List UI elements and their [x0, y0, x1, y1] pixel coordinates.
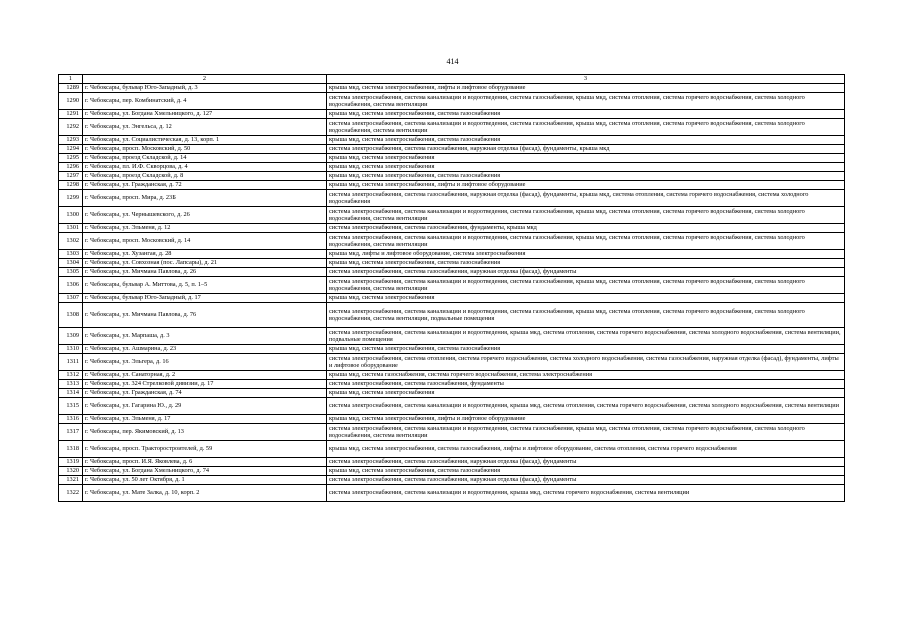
row-number: 1291	[59, 110, 83, 119]
table-row	[59, 268, 845, 277]
table-header-row	[59, 75, 845, 84]
row-number: 1304	[59, 259, 83, 268]
row-works: система электроснабжения, система канализации и водоотведения, система газоснабжения, крыша мкд, система отопления, система горячего водоснабжения, система холодного водоснабжения, система вентиляции	[327, 277, 845, 294]
row-works: крыша мкд, система электроснабжения, система газоснабжения	[327, 259, 845, 268]
row-works: крыша мкд, система электроснабжения, система газоснабжения	[327, 172, 845, 181]
row-address: г. Чебоксары, ул. Гражданская, д. 72	[83, 181, 327, 190]
row-address: г. Чебоксары, ул. Эльгера, д. 16	[83, 354, 327, 371]
row-address: г. Чебоксары, ул. Богдана Хмельницкого, д. 127	[83, 110, 327, 119]
table-row	[59, 172, 845, 181]
row-works: крыша мкд, система газоснабжения, система горячего водоснабжения, система электроснабжения	[327, 371, 845, 380]
row-works: система электроснабжения, система газоснабжения, фундаменты	[327, 380, 845, 389]
row-number: 1292	[59, 119, 83, 136]
row-address: г. Чебоксары, бульвар Юго-Западный, д. 3	[83, 84, 327, 93]
row-number: 1314	[59, 389, 83, 398]
row-number: 1312	[59, 371, 83, 380]
row-address: г. Чебоксары, ул. Совхозная (пос. Лапсары), д. 21	[83, 259, 327, 268]
table-row	[59, 224, 845, 233]
row-address: г. Чебоксары, пл. И.Ф. Скворцова, д. 4	[83, 163, 327, 172]
row-number: 1300	[59, 207, 83, 224]
row-address: г. Чебоксары, ул. Ашмарина, д. 23	[83, 345, 327, 354]
row-number: 1298	[59, 181, 83, 190]
row-works: крыша мкд, система электроснабжения, система газоснабжения	[327, 136, 845, 145]
row-address: г. Чебоксары, просп. Московский, д. 14	[83, 233, 327, 250]
row-address: г. Чебоксары, просп. И.Я. Яковлева, д. 6	[83, 458, 327, 467]
row-number: 1296	[59, 163, 83, 172]
row-number: 1294	[59, 145, 83, 154]
row-number: 1302	[59, 233, 83, 250]
row-works: система электроснабжения, система газоснабжения, фундаменты, крыша мкд	[327, 224, 845, 233]
works-table	[58, 74, 845, 502]
row-works: система электроснабжения, система канализации и водоотведения, крыша мкд, система горячего водоснабжения, система вентиляции	[327, 485, 845, 502]
row-works: система электроснабжения, система канализации и водоотведения, крыша мкд, система отопления, система горячего водоснабжения, система холодного водоснабжения, система вентиляции, подвальные помещения	[327, 328, 845, 345]
row-number: 1306	[59, 277, 83, 294]
header-col-number: 1	[59, 75, 83, 84]
row-works: система электроснабжения, система газоснабжения, наружная отделка (фасад), фундаменты	[327, 458, 845, 467]
row-address: г. Чебоксары, ул. Социалистическая, д. 13, корп. 1	[83, 136, 327, 145]
row-works: крыша мкд, система электроснабжения, система газоснабжения	[327, 345, 845, 354]
table-row	[59, 190, 845, 207]
row-works: система электроснабжения, система газоснабжения, наружная отделка (фасад), фундаменты	[327, 476, 845, 485]
row-works: крыша мкд, система электроснабжения, система газоснабжения	[327, 110, 845, 119]
row-address: г. Чебоксары, бульвар Юго-Западный, д. 17	[83, 294, 327, 303]
row-works: крыша мкд, лифты и лифтовое оборудование, система электроснабжения	[327, 250, 845, 259]
row-works: крыша мкд, система электроснабжения, лифты и лифтовое оборудование	[327, 84, 845, 93]
row-number: 1321	[59, 476, 83, 485]
row-works: система электроснабжения, система канализации и водоотведения, система газоснабжения, крыша мкд, система отопления, система горячего водоснабжения, система холодного водоснабжения, система вентиляции	[327, 233, 845, 250]
header-col-address: 2	[83, 75, 327, 84]
table-row	[59, 458, 845, 467]
row-number: 1310	[59, 345, 83, 354]
table-row	[59, 389, 845, 398]
row-address: г. Чебоксары, проезд Складской, д. 14	[83, 154, 327, 163]
table-row	[59, 207, 845, 224]
row-address: г. Чебоксары, просп. Московский, д. 50	[83, 145, 327, 154]
table-row	[59, 119, 845, 136]
row-address: г. Чебоксары, ул. Хузангая, д. 28	[83, 250, 327, 259]
row-number: 1308	[59, 303, 83, 328]
table-row	[59, 259, 845, 268]
row-address: г. Чебоксары, ул. Эльменя, д. 17	[83, 415, 327, 424]
table-row	[59, 415, 845, 424]
row-address: г. Чебоксары, бульвар А. Миттова, д. 5, п. 1–5	[83, 277, 327, 294]
row-works: крыша мкд, система электроснабжения, лифты и лифтовое оборудование	[327, 415, 845, 424]
table-row	[59, 294, 845, 303]
row-works: система электроснабжения, система канализации и водоотведения, крыша мкд, система отопления, система горячего водоснабжения, система холодного водоснабжения, система вентиляции	[327, 398, 845, 415]
row-number: 1303	[59, 250, 83, 259]
table-row	[59, 250, 845, 259]
row-works: система электроснабжения, система канализации и водоотведения, система газоснабжения, крыша мкд, система отопления, система горячего водоснабжения, система холодного водоснабжения, система вентиляции	[327, 424, 845, 441]
page-number: 414	[446, 57, 459, 66]
table-row	[59, 380, 845, 389]
row-works: крыша мкд, система электроснабжения	[327, 294, 845, 303]
row-address: г. Чебоксары, ул. Эльменя, д. 12	[83, 224, 327, 233]
table-row	[59, 485, 845, 502]
row-address: г. Чебоксары, ул. Гражданская, д. 74	[83, 389, 327, 398]
row-number: 1297	[59, 172, 83, 181]
table-row	[59, 145, 845, 154]
table-body	[59, 75, 845, 502]
table-row	[59, 136, 845, 145]
row-address: г. Чебоксары, ул. 50 лет Октября, д. 1	[83, 476, 327, 485]
row-works: крыша мкд, система электроснабжения	[327, 389, 845, 398]
table-row	[59, 154, 845, 163]
table-row	[59, 181, 845, 190]
row-address: г. Чебоксары, ул. Мичмана Павлова, д. 26	[83, 268, 327, 277]
table-row	[59, 110, 845, 119]
row-works: система электроснабжения, система канализации и водоотведения, система газоснабжения, крыша мкд, система отопления, система горячего водоснабжения, система холодного водоснабжения, система вентиляции	[327, 207, 845, 224]
row-number: 1311	[59, 354, 83, 371]
row-number: 1307	[59, 294, 83, 303]
table-row	[59, 398, 845, 415]
table-row	[59, 441, 845, 458]
row-address: г. Чебоксары, ул. Марпаша, д. 3	[83, 328, 327, 345]
row-address: г. Чебоксары, пер. Якимовский, д. 13	[83, 424, 327, 441]
table-row	[59, 345, 845, 354]
row-number: 1293	[59, 136, 83, 145]
row-number: 1301	[59, 224, 83, 233]
row-number: 1299	[59, 190, 83, 207]
row-works: крыша мкд, система электроснабжения	[327, 154, 845, 163]
row-address: г. Чебоксары, ул. Мичмана Павлова, д. 76	[83, 303, 327, 328]
row-address: г. Чебоксары, просп. Мира, д. 23Б	[83, 190, 327, 207]
row-works: крыша мкд, система электроснабжения, система газоснабжения, лифты и лифтовое оборудование, система отопления, система горячего водоснабжения	[327, 441, 845, 458]
row-works: система электроснабжения, система газоснабжения, наружная отделка (фасад), фундаменты, крыша мкд, система отопления, система горячего водоснабжения, система холодного водоснабжения	[327, 190, 845, 207]
row-address: г. Чебоксары, ул. 324 Стрелковой дивизии, д. 17	[83, 380, 327, 389]
table-row	[59, 328, 845, 345]
table-row	[59, 476, 845, 485]
row-works: система электроснабжения, система газоснабжения, наружная отделка (фасад), фундаменты	[327, 268, 845, 277]
row-number: 1289	[59, 84, 83, 93]
row-number: 1322	[59, 485, 83, 502]
table-row	[59, 233, 845, 250]
row-works: система электроснабжения, система отопления, система горячего водоснабжения, система холодного водоснабжения, система газоснабжения, наружная отделка (фасад), фундаменты, лифты и лифтовое оборудование	[327, 354, 845, 371]
table-row	[59, 354, 845, 371]
row-works: система электроснабжения, система канализации и водоотведения, система газоснабжения, крыша мкд, система отопления, система горячего водоснабжения, система холодного водоснабжения, система вентиляции, подвальные помещения	[327, 303, 845, 328]
row-address: г. Чебоксары, проезд Складской, д. 8	[83, 172, 327, 181]
row-number: 1313	[59, 380, 83, 389]
row-address: г. Чебоксары, ул. Богдана Хмельницкого, д. 74	[83, 467, 327, 476]
row-works: крыша мкд, система электроснабжения, лифты и лифтовое оборудование	[327, 181, 845, 190]
table-row	[59, 93, 845, 110]
row-works: крыша мкд, система электроснабжения	[327, 163, 845, 172]
row-works: система электроснабжения, система газоснабжения, наружная отделка (фасад), фундаменты, крыша мкд	[327, 145, 845, 154]
row-address: г. Чебоксары, просп. Тракторостроителей, д. 59	[83, 441, 327, 458]
table-row	[59, 467, 845, 476]
table-row	[59, 371, 845, 380]
row-number: 1305	[59, 268, 83, 277]
header-col-works: 3	[327, 75, 845, 84]
table-row	[59, 424, 845, 441]
row-address: г. Чебоксары, ул. Энгельса, д. 12	[83, 119, 327, 136]
row-number: 1319	[59, 458, 83, 467]
row-number: 1316	[59, 415, 83, 424]
table-row	[59, 303, 845, 328]
row-works: система электроснабжения, система канализации и водоотведения, система газоснабжения, крыша мкд, система отопления, система горячего водоснабжения, система холодного водоснабжения, система вентиляции	[327, 119, 845, 136]
row-works: крыша мкд, система электроснабжения, система газоснабжения	[327, 467, 845, 476]
table-row	[59, 277, 845, 294]
row-address: г. Чебоксары, ул. Санаторная, д. 2	[83, 371, 327, 380]
row-number: 1318	[59, 441, 83, 458]
row-address: г. Чебоксары, ул. Чернышевского, д. 26	[83, 207, 327, 224]
row-number: 1317	[59, 424, 83, 441]
row-number: 1295	[59, 154, 83, 163]
row-works: система электроснабжения, система канализации и водоотведения, система газоснабжения, крыша мкд, система отопления, система горячего водоснабжения, система холодного водоснабжения, система вентиляции	[327, 93, 845, 110]
row-address: г. Чебоксары, ул. Мате Залка, д. 10, корп. 2	[83, 485, 327, 502]
table-row	[59, 84, 845, 93]
table-row	[59, 163, 845, 172]
row-number: 1309	[59, 328, 83, 345]
row-number: 1290	[59, 93, 83, 110]
row-address: г. Чебоксары, пер. Комбинатский, д. 4	[83, 93, 327, 110]
row-number: 1320	[59, 467, 83, 476]
row-address: г. Чебоксары, ул. Гагарина Ю., д. 29	[83, 398, 327, 415]
row-number: 1315	[59, 398, 83, 415]
